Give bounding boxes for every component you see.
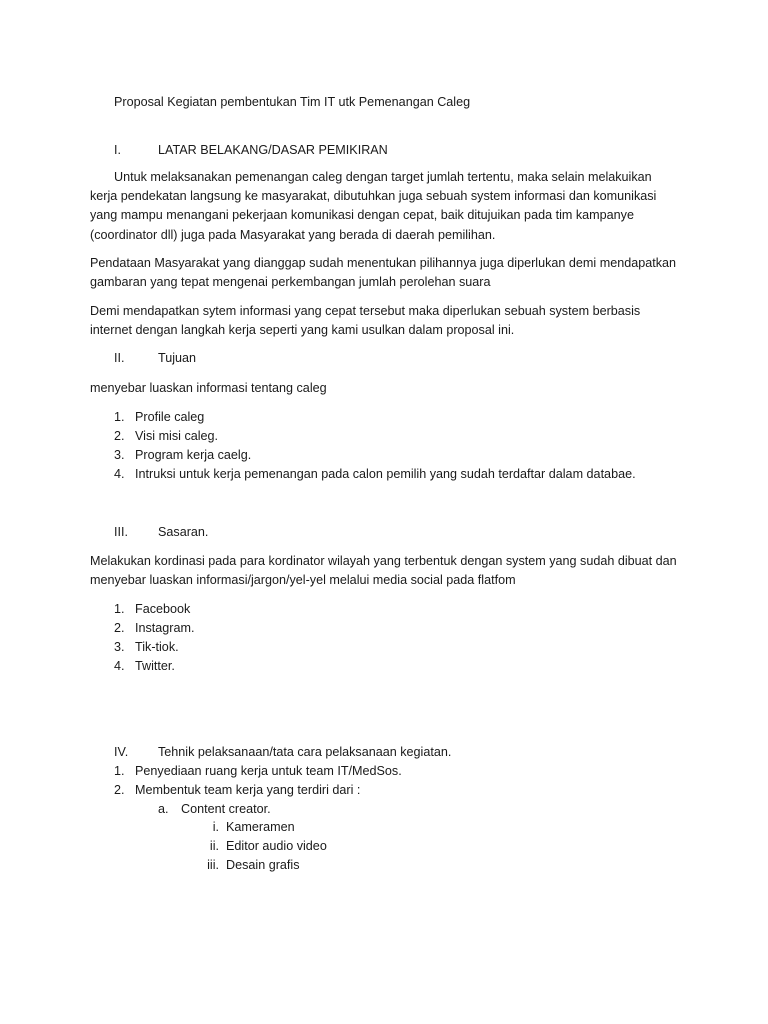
section-1-number: I. bbox=[114, 143, 121, 157]
list-number: 2. bbox=[114, 429, 125, 443]
sub-list-letter: a. bbox=[158, 802, 169, 816]
paragraph-line: Pendataan Masyarakat yang dianggap sudah menentukan pilihannya juga diperlukan demi mendapatkan bbox=[90, 256, 677, 270]
list-number: 3. bbox=[114, 640, 125, 654]
section-2-intro: menyebar luaskan informasi tentang caleg bbox=[90, 381, 327, 395]
section-3-heading: Sasaran. bbox=[158, 525, 209, 539]
list-number: 4. bbox=[114, 467, 125, 481]
list-number: 1. bbox=[114, 410, 125, 424]
list-number: 4. bbox=[114, 659, 125, 673]
document-title: Proposal Kegiatan pembentukan Tim IT utk Pemenangan Caleg bbox=[114, 95, 471, 109]
list-number: 3. bbox=[114, 448, 125, 462]
paragraph-line: menyebar luaskan informasi/jargon/yel-yel melalui media social pada flatfom bbox=[90, 573, 516, 587]
paragraph-line: Demi mendapatkan sytem informasi yang cepat tersebut maka diperlukan sebuah system berbasis bbox=[90, 304, 641, 318]
section-4-heading: Tehnik pelaksanaan/tata cara pelaksanaan kegiatan. bbox=[158, 745, 452, 759]
list-number: 2. bbox=[114, 621, 125, 635]
section-4-number: IV. bbox=[114, 745, 129, 759]
paragraph-line: kerja pendekatan langsung ke masyarakat, dibutuhkan juga sebuah system informasi dan komunikasi bbox=[90, 189, 657, 203]
section-2-heading: Tujuan bbox=[158, 351, 197, 365]
list-text: Membentuk team kerja yang terdiri dari : bbox=[135, 783, 361, 797]
list-text: Instagram. bbox=[135, 621, 195, 635]
list-number: 1. bbox=[114, 602, 125, 616]
paragraph-line: gambaran yang tepat mengenai perkembangan jumlah perolehan suara bbox=[90, 275, 491, 289]
section-3-number: III. bbox=[114, 525, 128, 539]
list-text: Penyediaan ruang kerja untuk team IT/MedSos. bbox=[135, 764, 402, 778]
list-text: Facebook bbox=[135, 602, 191, 616]
paragraph-line: Untuk melaksanakan pemenangan caleg dengan target jumlah tertentu, maka selain melakuikan bbox=[114, 170, 652, 184]
paragraph-line: yang mampu menangani pekerjaan komunikasi dengan cepat, baik ditujuikan pada tim kampanye bbox=[90, 208, 634, 222]
section-2-number: II. bbox=[114, 351, 125, 365]
sub-list-text: Content creator. bbox=[181, 802, 271, 816]
paragraph-line: Melakukan kordinasi pada para kordinator wilayah yang terbentuk dengan system yang sudah dibuat dan bbox=[90, 554, 677, 568]
sub-sub-list-text: Desain grafis bbox=[226, 858, 300, 872]
section-1-heading: LATAR BELAKANG/DASAR PEMIKIRAN bbox=[158, 143, 388, 157]
roman-numeral: ii. bbox=[209, 839, 219, 853]
list-text: Program kerja caelg. bbox=[135, 448, 252, 462]
roman-numeral: i. bbox=[212, 820, 219, 834]
list-number: 2. bbox=[114, 783, 125, 797]
list-text: Tik-tiok. bbox=[135, 640, 179, 654]
list-text: Intruksi untuk kerja pemenangan pada calon pemilih yang sudah terdaftar dalam databae. bbox=[135, 467, 636, 481]
list-number: 1. bbox=[114, 764, 125, 778]
list-text: Twitter. bbox=[135, 659, 175, 673]
list-text: Visi misi caleg. bbox=[135, 429, 219, 443]
sub-sub-list-text: Editor audio video bbox=[226, 839, 327, 853]
sub-sub-list-text: Kameramen bbox=[226, 820, 295, 834]
paragraph-line: (coordinator dll) juga pada Masyarakat yang berada di daerah pemilihan. bbox=[90, 228, 496, 242]
paragraph-line: internet dengan langkah kerja seperti yang kami usulkan dalam proposal ini. bbox=[90, 323, 515, 337]
roman-numeral: iii. bbox=[207, 858, 219, 872]
list-text: Profile caleg bbox=[135, 410, 205, 424]
